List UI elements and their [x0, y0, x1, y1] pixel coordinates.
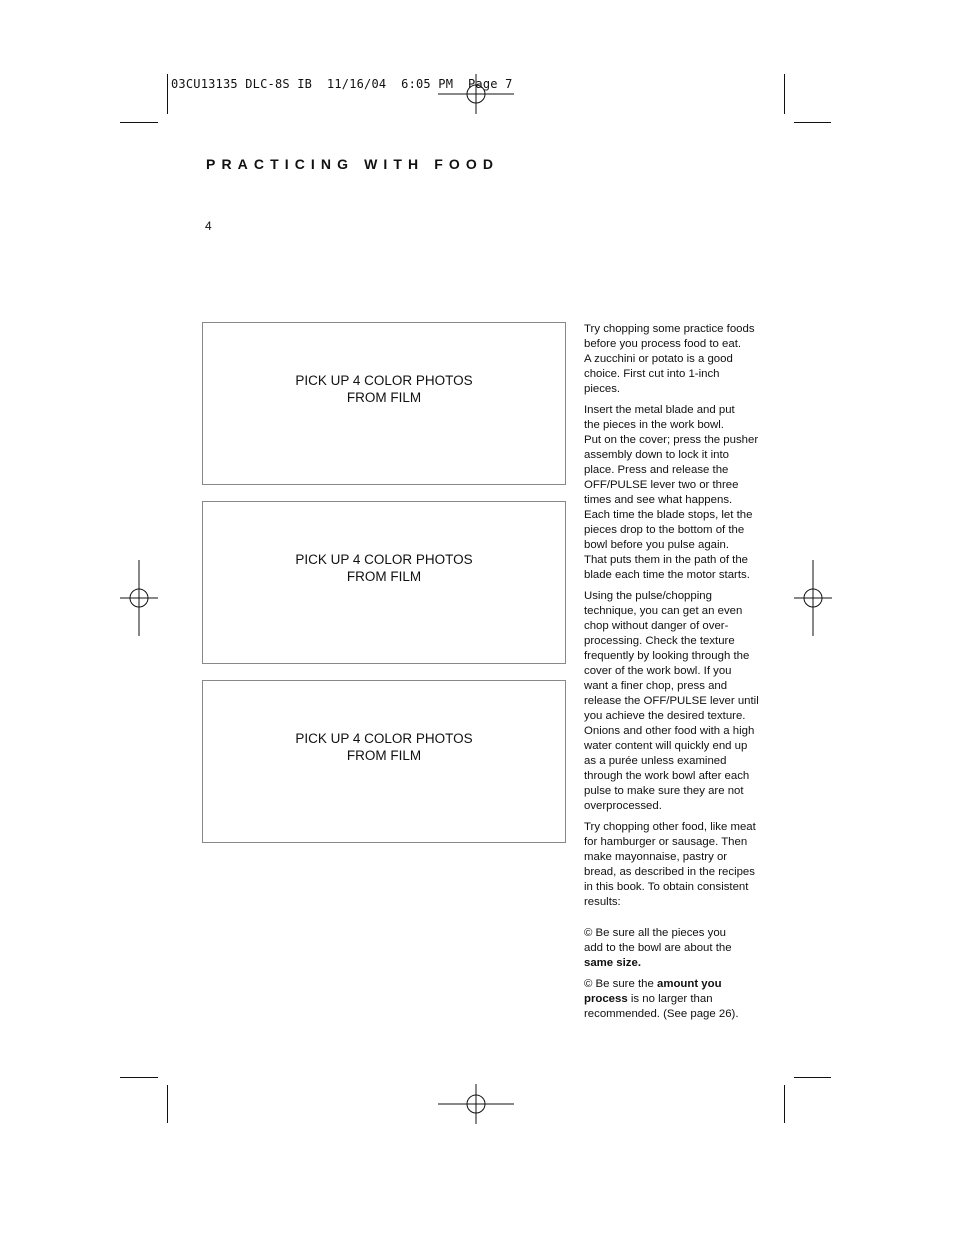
text-line: Each time the blade stops, let the: [584, 509, 753, 521]
text-line: pieces drop to the bottom of the: [584, 524, 745, 536]
photo-placeholder: [202, 322, 566, 485]
text-line: frequently by looking through the: [584, 650, 750, 662]
text-line: Using the pulse/chopping: [584, 590, 712, 602]
text-line: Insert the metal blade and put: [584, 404, 735, 416]
paragraph: [584, 589, 759, 814]
text-span: is no larger than: [627, 993, 713, 1005]
text-line: choice. First cut into 1-inch: [584, 368, 720, 380]
text-line: [584, 977, 759, 992]
text-line: you achieve the desired texture.: [584, 710, 746, 722]
text-line: technique, you can get an even: [584, 605, 743, 617]
photo-placeholder-line: FROM FILM: [346, 389, 422, 405]
text-line: Onions and other food with a high: [584, 725, 755, 737]
text-line: release the OFF/PULSE lever until: [584, 695, 759, 707]
photo-placeholder-line: PICK UP 4 COLOR PHOTOS: [295, 372, 473, 388]
crop-mark: [794, 122, 831, 123]
text-line: cover of the work bowl. If you: [584, 665, 732, 677]
photo-placeholder-line: FROM FILM: [346, 747, 422, 763]
text-line: results:: [584, 896, 621, 908]
text-line: A zucchini or potato is a good: [584, 353, 733, 365]
photo-placeholder: [202, 680, 566, 843]
crop-mark: [120, 122, 158, 123]
text-line: times and see what happens.: [584, 494, 733, 506]
registration-mark-icon: [438, 1084, 514, 1124]
emphasis-text: same size.: [584, 957, 641, 969]
crop-mark: [167, 1085, 168, 1123]
text-line: Try chopping other food, like meat: [584, 821, 756, 833]
text-line: recommended. (See page 26).: [584, 1008, 739, 1020]
photo-placeholder-line: PICK UP 4 COLOR PHOTOS: [295, 551, 473, 567]
text-line: [584, 956, 759, 971]
text-line: pulse to make sure they are not: [584, 785, 744, 797]
text-line: the pieces in the work bowl.: [584, 419, 724, 431]
crop-mark: [794, 1077, 831, 1078]
registration-mark-icon: [794, 560, 832, 636]
emphasis-text: process: [584, 993, 628, 1005]
text-line: [584, 992, 759, 1007]
text-line: Try chopping some practice foods: [584, 323, 755, 335]
text-line: Put on the cover; press the pusher: [584, 434, 759, 446]
text-line: © Be sure all the pieces you: [584, 927, 726, 939]
paragraph: [584, 322, 759, 397]
text-line: for hamburger or sausage. Then: [584, 836, 748, 848]
text-line: overprocessed.: [584, 800, 662, 812]
paragraph: [584, 403, 759, 583]
crop-mark: [120, 1077, 158, 1078]
emphasis-text: amount you: [656, 978, 722, 990]
print-slug: 03CU13135 DLC-8S IB 11/16/04 6:05 PM Page 7: [171, 77, 513, 91]
text-line: as a purée unless examined: [584, 755, 727, 767]
bullet-item: [584, 926, 759, 971]
text-line: OFF/PULSE lever two or three: [584, 479, 739, 491]
paragraph: [584, 820, 759, 910]
crop-mark: [784, 1085, 785, 1123]
photo-placeholder-line: PICK UP 4 COLOR PHOTOS: [295, 730, 473, 746]
photo-placeholder-line: FROM FILM: [346, 568, 422, 584]
crop-mark: [784, 74, 785, 114]
text-line: blade each time the motor starts.: [584, 569, 750, 581]
text-line: bowl before you pulse again.: [584, 539, 730, 551]
text-span: © Be sure the: [584, 978, 657, 990]
instructions-column: [584, 322, 759, 1028]
text-line: processing. Check the texture: [584, 635, 735, 647]
photo-placeholder: [202, 501, 566, 664]
text-line: That puts them in the path of the: [584, 554, 749, 566]
page-number: 4: [205, 219, 212, 233]
bullet-item: [584, 977, 759, 1022]
text-line: before you process food to eat.: [584, 338, 742, 350]
text-line: water content will quickly end up: [584, 740, 748, 752]
text-line: chop without danger of over-: [584, 620, 729, 632]
text-line: add to the bowl are about the: [584, 942, 732, 954]
text-line: assembly down to lock it into: [584, 449, 729, 461]
text-line: pieces.: [584, 383, 621, 395]
text-line: through the work bowl after each: [584, 770, 750, 782]
text-line: place. Press and release the: [584, 464, 729, 476]
crop-mark: [167, 74, 168, 114]
text-line: bread, as described in the recipes: [584, 866, 755, 878]
registration-mark-icon: [120, 560, 158, 636]
page-title: PRACTICING WITH FOOD: [206, 156, 500, 172]
text-line: want a finer chop, press and: [584, 680, 728, 692]
text-line: make mayonnaise, pastry or: [584, 851, 728, 863]
text-line: in this book. To obtain consistent: [584, 881, 749, 893]
